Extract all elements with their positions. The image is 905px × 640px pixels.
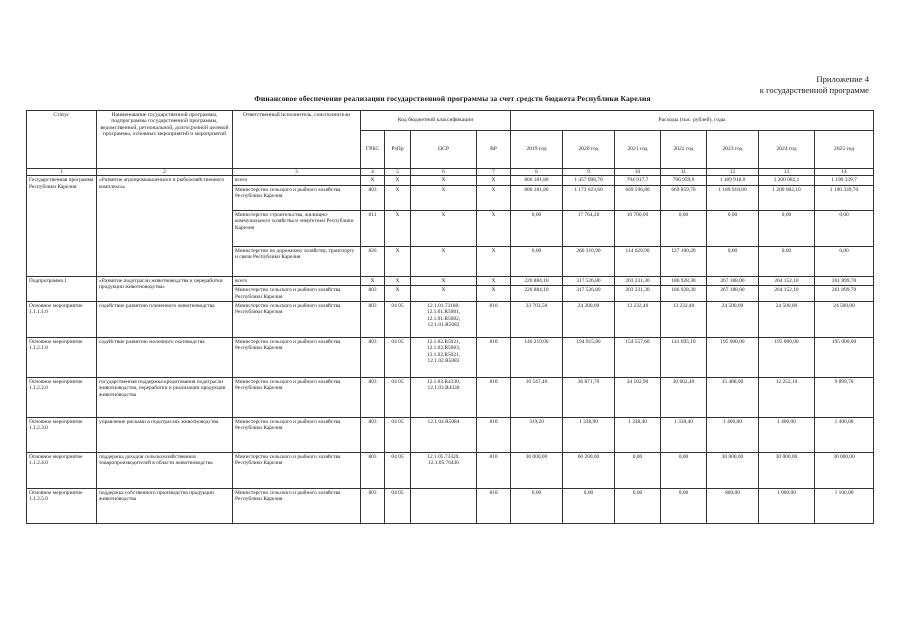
financing-table: [26, 110, 874, 524]
appendix-line-1: Приложение 4: [816, 74, 869, 84]
amount-cell: 806 181,80: [511, 185, 563, 210]
amount-cell: 669 859,70: [661, 185, 707, 210]
column-number: 14: [815, 169, 874, 176]
amount-cell: 195 000,00: [815, 338, 874, 378]
name-cell: содействие развитию племенного животноводства: [97, 302, 233, 338]
rzpr-cell: 04 05: [385, 453, 411, 489]
amount-cell: 114 620,90: [615, 246, 661, 276]
column-number: 10: [615, 169, 661, 176]
amount-cell: 146 319,00: [511, 338, 563, 378]
amount-cell: 13 232,40: [661, 302, 707, 338]
amount-cell: 9 899,70: [815, 378, 874, 418]
column-number: 9: [563, 169, 615, 176]
status-cell: Основное мероприятие 1.1.2.1.0: [27, 338, 97, 378]
rzpr-cell: X: [385, 286, 411, 302]
amount-cell: 15 488,00: [707, 378, 759, 418]
amount-cell: 1 338,90: [563, 418, 615, 453]
amount-cell: 317 526,80: [563, 276, 615, 285]
executor-cell: Министерство сельского и рыбного хозяйства Республики Карелия: [233, 185, 361, 210]
amount-cell: 30 662,40: [661, 378, 707, 418]
amount-cell: 0,00: [511, 210, 563, 246]
header-year: 2023 год: [707, 131, 759, 169]
header-year: 2022 год: [661, 131, 707, 169]
document-title: Финансовое обеспечение реализации государственной программы за счет средств бюджета Республики Карелия: [254, 94, 651, 103]
amount-cell: 319,20: [511, 418, 563, 453]
grbs-cell: 803: [361, 453, 385, 489]
amount-cell: 267 188,00: [707, 286, 759, 302]
grbs-cell: 803: [361, 185, 385, 210]
amount-cell: 186 928,30: [661, 286, 707, 302]
amount-cell: 1 400,00: [759, 418, 815, 453]
executor-cell: Министерство сельского и рыбного хозяйства Республики Карелия: [233, 286, 361, 302]
csr-cell: X: [411, 176, 477, 185]
column-number: 2: [97, 169, 233, 176]
amount-cell: 141 695,10: [661, 338, 707, 378]
amount-cell: 0,00: [615, 453, 661, 489]
vr-cell: 810: [477, 453, 511, 489]
amount-cell: 30 000,00: [759, 453, 815, 489]
amount-cell: 796 959,9: [661, 176, 707, 185]
name-cell: государственная поддержка кредитования подотрасли животноводства, переработки и реализации продукции животноводства: [97, 378, 233, 418]
name-cell: «Развитие подотрасли животноводства и переработки продукции животноводства»: [97, 276, 233, 301]
amount-cell: 267 188,00: [707, 276, 759, 285]
amount-cell: 30 000,00: [707, 453, 759, 489]
amount-cell: 0,00: [661, 210, 707, 246]
column-number: 5: [385, 169, 411, 176]
column-numbers-row: [27, 169, 874, 176]
executor-cell: Министерство строительства, жилищно-коммунального хозяйства и энергетики Республики Карелия: [233, 210, 361, 246]
column-number: 7: [477, 169, 511, 176]
amount-cell: 127 100,20: [661, 246, 707, 276]
header-executor: Ответственный исполнитель, соисполнители: [233, 111, 361, 169]
amount-cell: 12 252,10: [759, 378, 815, 418]
name-cell: содействие развитию молочного скотоводства: [97, 338, 233, 378]
csr-cell: X: [411, 246, 477, 276]
vr-cell: X: [477, 276, 511, 285]
amount-cell: 261 899,70: [815, 286, 874, 302]
amount-cell: 261 899,70: [815, 276, 874, 285]
amount-cell: 1 190 339,70: [815, 185, 874, 210]
vr-cell: 810: [477, 418, 511, 453]
amount-cell: 0,00: [563, 489, 615, 524]
header-year: 2025 год: [815, 131, 874, 169]
amount-cell: 30 000,00: [815, 453, 874, 489]
amount-cell: 0,00: [661, 453, 707, 489]
status-cell: Основное мероприятие 1.1.2.3.0: [27, 418, 97, 453]
rzpr-cell: 04 05: [385, 489, 411, 524]
amount-cell: 24 200,00: [563, 302, 615, 338]
status-cell: Государственная программа Республики Карелия: [27, 176, 97, 276]
status-cell: Основное мероприятие 1.1.1.1.0: [27, 302, 97, 338]
amount-cell: 806 181,80: [511, 176, 563, 185]
amount-cell: 0,00: [661, 489, 707, 524]
amount-cell: 24 500,00: [707, 302, 759, 338]
amount-cell: 10 547,40: [511, 378, 563, 418]
vr-cell: 810: [477, 378, 511, 418]
status-cell: Подпрограмма 1: [27, 276, 97, 301]
amount-cell: 669 596,80: [615, 185, 661, 210]
amount-cell: 17 764,20: [563, 210, 615, 246]
amount-cell: 317 526,80: [563, 286, 615, 302]
amount-cell: 13 232,40: [615, 302, 661, 338]
amount-cell: 1 338,40: [661, 418, 707, 453]
executor-cell: Министерство сельского и рыбного хозяйства Республики Карелия: [233, 453, 361, 489]
amount-cell: 1 189 918,00: [707, 185, 759, 210]
table-row: [27, 489, 874, 524]
amount-cell: 1 190 339,7: [815, 176, 874, 185]
amount-cell: 34 102,90: [615, 378, 661, 418]
status-cell: Основное мероприятие 1.1.2.2.0: [27, 378, 97, 418]
vr-cell: X: [477, 210, 511, 246]
header-rzpr: РзПр: [385, 131, 411, 169]
rzpr-cell: X: [385, 276, 411, 285]
column-number: 12: [707, 169, 759, 176]
csr-cell: X: [411, 286, 477, 302]
executor-cell: Министерство сельского и рыбного хозяйства Республики Карелия: [233, 302, 361, 338]
table-row: [27, 302, 874, 338]
amount-cell: 794 917,7: [615, 176, 661, 185]
amount-cell: 203 231,30: [615, 276, 661, 285]
amount-cell: 1 173 023,60: [563, 185, 615, 210]
csr-cell: 12.1.01.73180, 12.1.01.R5081, 12.1.01.R5082, 12.1.01.R5082: [411, 302, 477, 338]
vr-cell: 810: [477, 338, 511, 378]
vr-cell: 810: [477, 489, 511, 524]
rzpr-cell: 04 05: [385, 378, 411, 418]
table-header: [27, 111, 874, 176]
grbs-cell: 803: [361, 378, 385, 418]
amount-cell: 0,00: [759, 210, 815, 246]
amount-cell: 0,00: [615, 489, 661, 524]
status-cell: Основное мероприятие 1.1.2.5.0: [27, 489, 97, 524]
header-year: 2021 год: [615, 131, 661, 169]
name-cell: «Развитие агропромышленного и рыбохозяйственного комплекса»: [97, 176, 233, 276]
amount-cell: 266 310,90: [563, 246, 615, 276]
csr-cell: 12.1.04.R5084: [411, 418, 477, 453]
amount-cell: 1 189 918,0: [707, 176, 759, 185]
header-status: Статус: [27, 111, 97, 169]
executor-cell: всего: [233, 276, 361, 285]
status-cell: Основное мероприятие 1.1.2.4.0: [27, 453, 97, 489]
executor-cell: Министерство по дорожному хозяйству, транспорту и связи Республики Карелия: [233, 246, 361, 276]
amount-cell: 33 703,50: [511, 302, 563, 338]
amount-cell: 0,00: [759, 246, 815, 276]
amount-cell: 186 928,30: [661, 276, 707, 285]
header-name: Наименование государственной программы, подпрограммы государственной программы, ведомственной, региональной, долгосрочной целевой программы, основных мероприятий и мероприятий: [97, 111, 233, 169]
header-csr: ЦСР: [411, 131, 477, 169]
column-number: 13: [759, 169, 815, 176]
csr-cell: 12.1.03.R4330, 12.1.03.R4330: [411, 378, 477, 418]
amount-cell: 1 200 082,10: [759, 185, 815, 210]
header-vr: ВР: [477, 131, 511, 169]
rzpr-cell: X: [385, 246, 411, 276]
column-number: 4: [361, 169, 385, 176]
vr-cell: X: [477, 286, 511, 302]
table-row: [27, 276, 874, 285]
rzpr-cell: 04 05: [385, 338, 411, 378]
amount-cell: 1 400,00: [815, 418, 874, 453]
amount-cell: 1 200 082,1: [759, 176, 815, 185]
executor-cell: всего: [233, 176, 361, 185]
table-row: [27, 378, 874, 418]
amount-cell: 154 557,60: [615, 338, 661, 378]
amount-cell: 220 884,10: [511, 286, 563, 302]
amount-cell: 0,00: [815, 246, 874, 276]
executor-cell: Министерство сельского и рыбного хозяйства Республики Карелия: [233, 338, 361, 378]
column-number: 8: [511, 169, 563, 176]
executor-cell: Министерство сельского и рыбного хозяйства Республики Карелия: [233, 418, 361, 453]
amount-cell: 220 884,10: [511, 276, 563, 285]
amount-cell: 0,00: [707, 246, 759, 276]
header-year: 2019 год: [511, 131, 563, 169]
csr-cell: 12.1.02.R5021, 12.1.02.R5083, 12.1.02.R5021, 12.1.02.R5083: [411, 338, 477, 378]
table-row: [27, 338, 874, 378]
amount-cell: 203 231,30: [615, 286, 661, 302]
csr-cell: X: [411, 210, 477, 246]
grbs-cell: 803: [361, 338, 385, 378]
grbs-cell: 803: [361, 418, 385, 453]
vr-cell: X: [477, 176, 511, 185]
amount-cell: 36 871,70: [563, 378, 615, 418]
name-cell: управление рисками в подотраслях животноводства: [97, 418, 233, 453]
csr-cell: 12.1.05.73320, 12.1.05.76430: [411, 453, 477, 489]
header-year: 2020 год: [563, 131, 615, 169]
grbs-cell: 803: [361, 489, 385, 524]
name-cell: поддержка доходов сельскохозяйственных товаропроизводителей в области животноводства: [97, 453, 233, 489]
amount-cell: 195 000,00: [759, 338, 815, 378]
amount-cell: 0,00: [511, 489, 563, 524]
vr-cell: X: [477, 246, 511, 276]
grbs-cell: X: [361, 176, 385, 185]
executor-cell: Министерство сельского и рыбного хозяйства Республики Карелия: [233, 489, 361, 524]
amount-cell: 194 915,80: [563, 338, 615, 378]
grbs-cell: 803: [361, 286, 385, 302]
amount-cell: 1 100,00: [815, 489, 874, 524]
amount-cell: 800,00: [707, 489, 759, 524]
vr-cell: 810: [477, 302, 511, 338]
grbs-cell: 803: [361, 302, 385, 338]
amount-cell: 1 457 098,70: [563, 176, 615, 185]
table-body: [27, 176, 874, 524]
amount-cell: 0,00: [707, 210, 759, 246]
grbs-cell: 826: [361, 246, 385, 276]
executor-cell: Министерство сельского и рыбного хозяйства Республики Карелия: [233, 378, 361, 418]
table-row: [27, 176, 874, 185]
rzpr-cell: X: [385, 176, 411, 185]
amount-cell: 264 152,10: [759, 276, 815, 285]
grbs-cell: X: [361, 276, 385, 285]
grbs-cell: 811: [361, 210, 385, 246]
appendix-line-2: к государственной программе: [759, 85, 869, 95]
csr-cell: X: [411, 185, 477, 210]
rzpr-cell: X: [385, 210, 411, 246]
vr-cell: X: [477, 185, 511, 210]
amount-cell: 1 400,00: [707, 418, 759, 453]
amount-cell: 24 500,00: [759, 302, 815, 338]
amount-cell: 10 700,00: [615, 210, 661, 246]
amount-cell: 195 000,00: [707, 338, 759, 378]
header-year: 2024 год: [759, 131, 815, 169]
table-row: [27, 453, 874, 489]
column-number: 3: [233, 169, 361, 176]
rzpr-cell: 04 05: [385, 302, 411, 338]
header-expenses: Расходы (тыс. рублей), годы: [511, 111, 874, 131]
amount-cell: 1 338,40: [615, 418, 661, 453]
csr-cell: [411, 489, 477, 524]
rzpr-cell: 04 05: [385, 418, 411, 453]
amount-cell: 0,00: [815, 210, 874, 246]
header-kbk: Код бюджетной классификации: [361, 111, 511, 131]
column-number: 6: [411, 169, 477, 176]
appendix-note: [760, 74, 869, 96]
name-cell: поддержка собственного производства продукции животноводства: [97, 489, 233, 524]
amount-cell: 264 152,10: [759, 286, 815, 302]
amount-cell: 1 000,00: [759, 489, 815, 524]
amount-cell: 30 000,00: [511, 453, 563, 489]
column-number: 11: [661, 169, 707, 176]
column-number: 1: [27, 169, 97, 176]
amount-cell: 24 500,00: [815, 302, 874, 338]
amount-cell: 60 200,00: [563, 453, 615, 489]
csr-cell: X: [411, 276, 477, 285]
table-row: [27, 418, 874, 453]
amount-cell: 0,00: [511, 246, 563, 276]
header-grbs: ГРБС: [361, 131, 385, 169]
rzpr-cell: X: [385, 185, 411, 210]
